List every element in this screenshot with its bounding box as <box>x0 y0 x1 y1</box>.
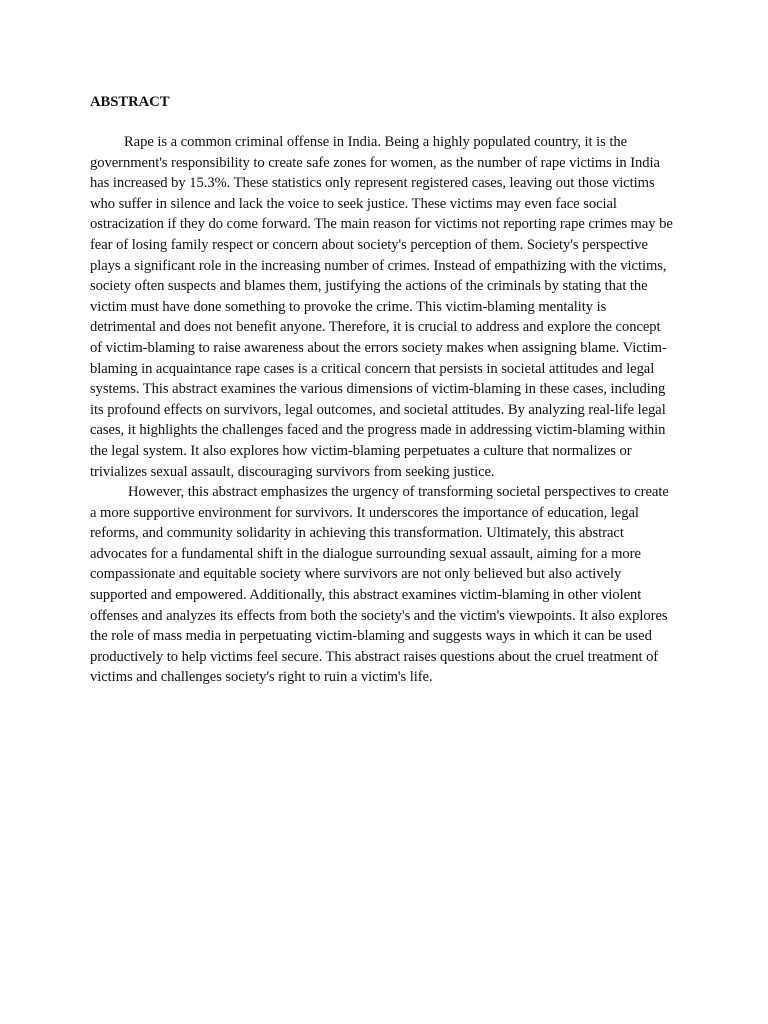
abstract-paragraph-1: Rape is a common criminal offense in India. Being a highly populated country, it is the government's responsibility to create safe zones for women, as the number of rape victims in India has increased by 15.3%. These statistics only represent registered cases, leaving out those victims who suffer in silence and lack the voice to seek justice. These victims may even face social ostracization if they do come forward. The main reason for victims not reporting rape crimes may be fear of losing family respect or concern about society's perception of them. Society's perspective plays a significant role in the increasing number of crimes. Instead of empathizing with the victims, society often suspects and blames them, justifying the actions of the criminals by stating that the victim must have done something to provoke the crime. This victim-blaming mentality is detrimental and does not benefit anyone. Therefore, it is crucial to address and explore the concept of victim-blaming to raise awareness about the errors society makes when assigning blame. Victim-blaming in acquaintance rape cases is a critical concern that persists in societal attitudes and legal systems. This abstract examines the various dimensions of victim-blaming in these cases, including its profound effects on survivors, legal outcomes, and societal attitudes. By analyzing real-life legal cases, it highlights the challenges faced and the progress made in addressing victim-blaming within the legal system. It also explores how victim-blaming perpetuates a culture that normalizes or trivializes sexual assault, discouraging survivors from seeking justice. <box>90 134 673 480</box>
abstract-heading: ABSTRACT <box>90 94 170 110</box>
abstract-paragraph-2: However, this abstract emphasizes the urgency of transforming societal perspectives to create a more supportive environment for survivors. It underscores the importance of education, legal reforms, and community solidarity in achieving this transformation. Ultimately, this abstract advocates for a fundamental shift in the dialogue surrounding sexual assault, aiming for a more compassionate and equitable society where survivors are not only believed but also actively supported and empowered. Additionally, this abstract examines victim-blaming in other violent offenses and analyzes its effects from both the society's and the victim's viewpoints. It also explores the role of mass media in perpetuating victim-blaming and suggests ways in which it can be used productively to help victims feel secure. This abstract raises questions about the cruel treatment of victims and challenges society's right to ruin a victim's life. <box>90 484 669 686</box>
abstract-section <box>90 92 675 688</box>
